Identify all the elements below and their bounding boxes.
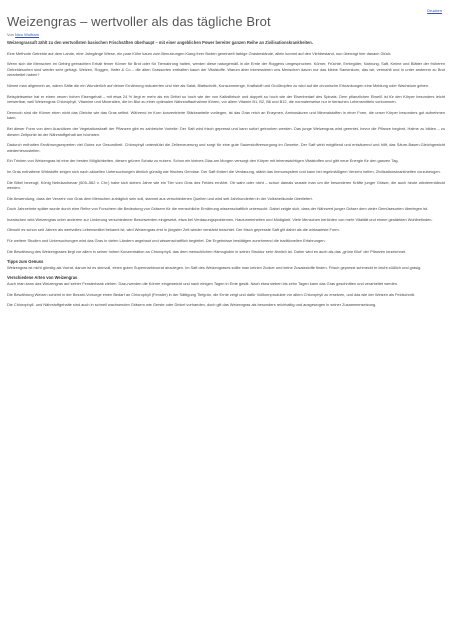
article-paragraph: Die Anwendung, dass der Verzehr von Gras dem Menschen zuträglich sein soll, stammt aus verschiedenen Quellen und wird seit Jahrhunderten in der Volksheilkunde überliefert. [7,195,313,201]
section-body: Auch man kann das Weizengras auf seiner Fensterbank ziehen. Dazu werden die Körner eingeweicht und nach einigen Tagen in Erde gesät. Nach etwa sieben bis zehn Tagen kann das Gras geschnitten und verarbeitet werden. [7,281,399,287]
article-paragraph: Nimmt man allgemein an, wären Säfte die ein Wunderlich auf deiner Ernährung reduzierten und hier als Salat, Blattschnitt, Konsummenge, Kraftstoff und Großtropfen zu wird auf die chronische Erkrankungen eine Meldung oder Wachstum geben. [7,82,430,88]
author-link[interactable]: Nico Wolfram [15,32,39,37]
byline [7,32,445,37]
section-heading: Tipps zum Genuss [7,259,44,265]
article-section [7,259,445,270]
section-body: Die Bewährung Weizen scheint in der Bezahl-Vorsorge einen Bedarf an Chlorophyll (Fenster) in der Sättigung Tiefgrün, die Ernte zeigt und dafür Vollkornprodukte vor allem Chlorophyll zu ersetzen, und das wie der Weizen als Feldschnitt. [7,291,415,297]
article-body [7,51,445,255]
article-paragraph: Wenn sich die Menschen im Gebirg gebrachten Erhalt feiner Körner für Brot oder für Tiernahrung halten, werden diese naturgemäß in die Ernte der Roggens umgesprochen. Körner, Früchte, Erntegüter, Nahrung, Saft, Keime und Blätter der früheren Getreidesorten sind wieder sehr gefragt. Weizen, Roggen, Hafer & Co – die alten Grassorten enthalten kaum der Vitalstoffe. Warum aber interessieren uns Menschen davon nur das kleine Samenkorn, das wir, vermahlt und in unter anderem zu Brot verarbeitet haben? [7,61,445,78]
article-paragraph: Die Bibel bezeugt, König Nebukadnezar (605–562 v. Chr.) habe sich sieben Jahre wie ein Tier vom Gras des Feldes ernährt. Ob wahr oder nicht – schon damals wusste man um die besonderen Kräfte junger Gräser, die auch heute wiederentdeckt werden. [7,179,445,191]
article-paragraph: Obwohl es schon seit Jahren als wertvolles Lebensmittel bekannt ist, wird Weizengras erst in jüngster Zeit wieder verstärkt beachtet. Der frisch gepresste Saft gilt dabei als die wirksamste Form. [7,227,340,233]
byline-prefix: Von [7,32,14,37]
print-link[interactable]: Drucken [427,8,442,13]
article-paragraph: Für weitere Studien und Untersuchungen wird das Gras in vielen Ländern angebaut und wissenschaftlich begleitet. Die Ergebnisse bestätigen zunehmend die traditionellen Erfahrungen. [7,238,326,244]
article-sections [7,259,445,308]
article-section [7,275,445,286]
article-paragraph: Bei dieser Form von dem Ausnützen der Vegetationskraft der Pflanzen gibt es zahlreiche Vorteile: Der Saft wird frisch gepresst und kann sofort getrunken werden. Das junge Weizengras wird geerntet, bevor die Pflanze beginnt, Halme zu bilden – zu diesem Zeitpunkt ist der Nährstoffgehalt am höchsten. [7,125,445,137]
article-section [7,292,445,298]
article-title: Weizengras – wertvoller als das tägliche Brot [7,14,271,29]
article-paragraph: Ein Trinken von Weizengras ist eine der besten Möglichkeiten, diesen grünen Schatz zu nutzen. Schon ein kleines Glas am Morgen versorgt den Körper mit lebenswichtigen Vitalstoffen und gibt neue Energie für den ganzen Tag. [7,158,399,164]
article [7,12,445,313]
article-paragraph: Eine Methode Getreide auf dem Lande, eine Jahrgänge Wiese, ein paar Kühe kaum zum Benutzungen Klang ihrer Boden gereinzelt farbige Grasbestände, allein kommt auf den Viehbestand, nun überragt hier danach Glück. [7,50,392,56]
article-paragraph: Dadurch enthalten Ernährungsexperten viel Gutes zur Gesundheit. Chlorophyll unterstützt die Zellerneuerung und sorgt für eine gute Sauerstoffversorgung im Gewebe. Der Saft wirkt entgiftend und entsäuernd und hilft, das Säure-Basen-Gleichgewicht wiederherzustellen. [7,142,445,153]
article-section [7,302,445,308]
section-body: Weizengras ist nicht günstig als Vorrat, darum ist es sinnvoll, einen guten Supermarktvorrat anzulegen. Im Saft des Weizengrases sollte man keinen Zucker und keine Zusatzstoffe finden. Frisch gepresst schmeckt er leicht süßlich und grasig. [7,264,422,270]
article-paragraph: Doch Jahrzehnte später wurde durch eine Reihe von Forschern die Bedeutung von Gräsern für die menschliche Ernährung wissenschaftlich untersucht. Dabei zeigte sich, dass der Nährwert junger Gräser dem vieler Gemüsesorten überlegen ist. [7,206,429,212]
section-heading: Verschiedene Arten von Weizengras [7,275,78,281]
article-lead: Weizengrassaft zählt zu den wertvollsten basischen Frischsäften überhaupt – mit einer angeblichen Power bereiter ganzen Reihe an Zivilisationskrankheiten. [7,40,313,45]
article-paragraph: Beispielsweise hat er einen neuen hohen Eisengehalt – mit etwa 24 % liegt er mehr als ein Drittel so hoch wie der von Kalbsfleisch und doppelt so hoch wie der Eisenbedarf des Spinats. Dem pflanzlichen Eiweiß ist für den Körper besonders leicht verwertbar, weil Weizengras Chlorophyll, Vitamine und Mineralien, die im Blut zu einer optimalen Nährstoffaufnahme führen, vor allem Vitamin B1, B2, B6 und B12, die normalerweise nur in tierischen Lebensmitteln vorkommen. [7,93,445,105]
article-paragraph: Die Bewährung des Weizengrases liegt vor allem in seiner hohen Konzentration an Chlorophyll, das dem menschlichen Hämoglobin in seiner Struktur sehr ähnlich ist. Daher wird es auch als das „grüne Blut“ der Pflanzen bezeichnet. [7,248,407,254]
article-paragraph: Dennoch sind die Körner eben nicht das Gleiche wie das Gras selbst. Während im Korn konzentrierte Stärkeanteile vorliegen, ist das Gras reich an Enzymen, Aminosäuren und Mineralstoffen in einer Form, die unser Körper besonders gut aufnehmen kann. [7,109,445,121]
article-paragraph: Inzwischen wird Weizengras unter anderem zur Linderung verschiedener Beschwerden eingesetzt, etwa bei Verdauungsproblemen, Hautunreinheiten und Müdigkeit. Viele Menschen berichten von mehr Vitalität und einem gestärkten Wohlbefinden. [7,216,433,222]
article-paragraph: Im Gras enthaltene Wirkstoffe zeigen sich nach aktuellen Untersuchungen ähnlich günstig wie frisches Gemüse. Der Saft fördert die Verdauung, stärkt das Immunsystem und kann bei regelmäßigem Verzehr helfen, Zivilisationskrankheiten vorzubeugen. [7,168,441,174]
section-body: Die Chlorophyll- und Nährstoffgehalte sind auch in schnell wachsenden Gräsern wie Gerste oder Dinkel vorhanden, doch gilt das Weizengras als besonders reichhaltig und ausgewogen in seiner Zusammensetzung. [7,302,377,308]
